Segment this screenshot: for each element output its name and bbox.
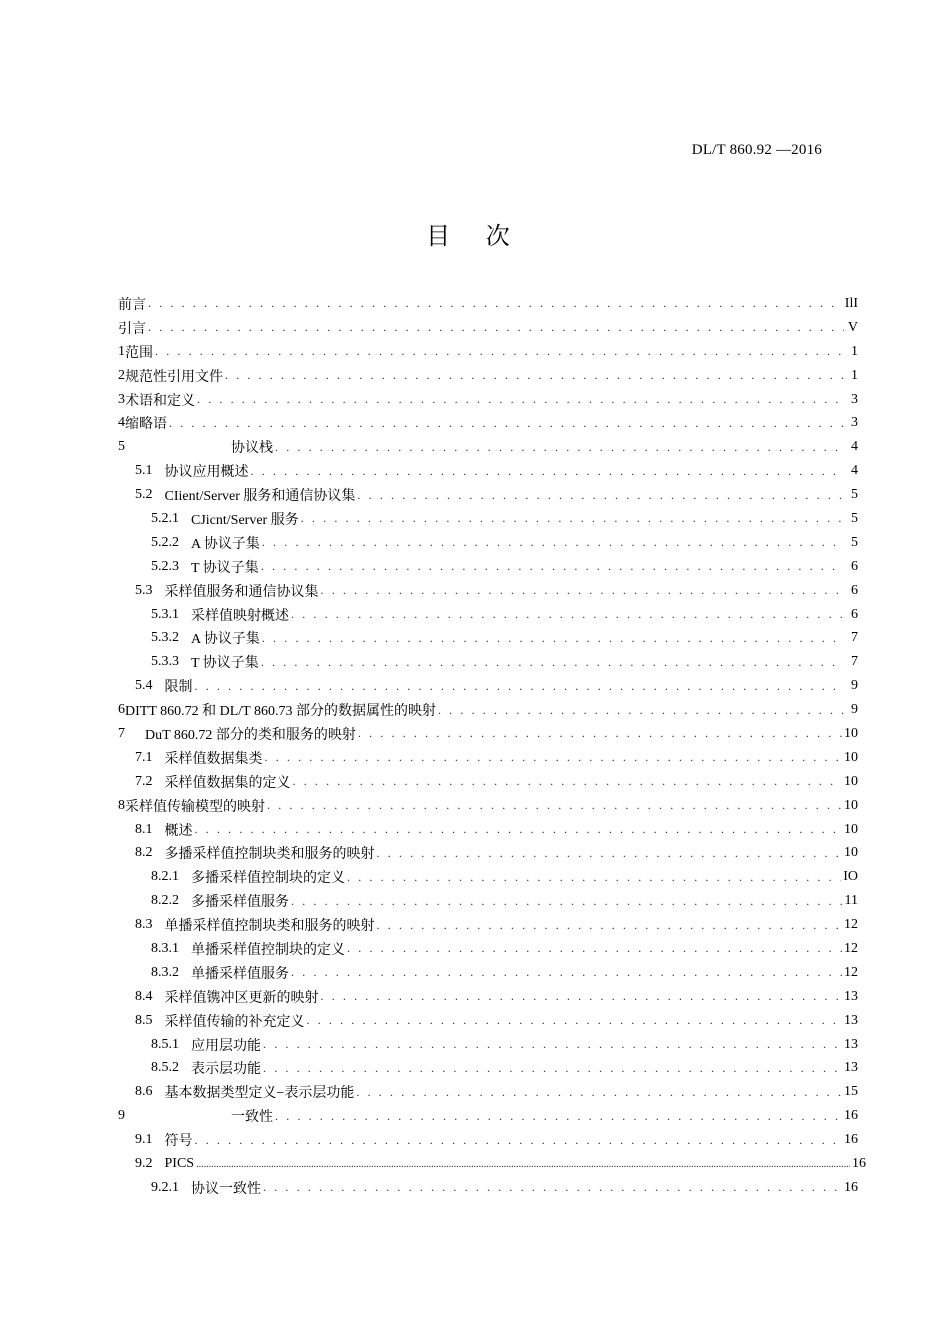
toc-entry-title: 采样值传输模型的映射 <box>125 799 265 815</box>
toc-entry[interactable] <box>118 961 858 985</box>
toc-entry-title: T 协议子集 <box>191 656 259 672</box>
toc-entry-title: 表示层功能 <box>191 1062 261 1078</box>
toc-entry-page: 5 <box>851 534 858 550</box>
toc-entry-leader-dots <box>275 1109 842 1124</box>
toc-entry-page: 13 <box>844 1060 858 1076</box>
toc-entry-page: 13 <box>844 1036 858 1052</box>
toc-entry-number: 8.5.2 <box>151 1060 179 1076</box>
toc-entry-title: DuT 860.72 部分的类和服务的映射 <box>145 727 356 743</box>
toc-entry-number: 8.2.2 <box>151 893 179 909</box>
toc-entry-page: 11 <box>844 893 858 909</box>
toc-entry-number: 8.5 <box>135 1012 153 1028</box>
toc-entry-page: 13 <box>844 1012 858 1028</box>
toc-entry-number: 9 <box>118 1108 125 1124</box>
toc-entry-number: 5.2.3 <box>151 558 179 574</box>
toc-entry-page: 1 <box>851 343 858 359</box>
toc-entry-number: 9.2 <box>135 1156 153 1171</box>
toc-entry-title: 多播采样值控制块的定义 <box>191 871 345 887</box>
toc-entry-leader-dots <box>347 870 841 885</box>
toc-entry-number: 8.2.1 <box>151 869 179 885</box>
toc-entry-leader-dots <box>438 703 844 718</box>
toc-entry-number: 5.3 <box>135 582 153 598</box>
page-title: 目 次 <box>426 222 524 250</box>
toc-entry-number: 5.2.2 <box>151 534 179 550</box>
toc-entry-number: 4 <box>118 415 125 431</box>
toc-entry-leader-dots <box>225 368 844 383</box>
table-of-contents <box>118 292 866 1200</box>
toc-entry-page: 16 <box>852 1156 866 1171</box>
toc-entry-leader-dots <box>358 726 842 741</box>
toc-entry-title: 采样值传输的补充定义 <box>164 1014 305 1030</box>
toc-entry[interactable] <box>118 507 858 531</box>
toc-entry[interactable] <box>118 1080 858 1104</box>
toc-entry-leader-dots <box>301 511 844 526</box>
toc-entry-number: 5.2.1 <box>151 510 179 526</box>
toc-entry-leader-dots <box>148 320 844 335</box>
toc-entry[interactable] <box>118 1104 858 1128</box>
toc-entry[interactable] <box>118 1128 858 1152</box>
toc-entry-page: 12 <box>844 940 858 956</box>
toc-entry-page: 10 <box>844 845 858 861</box>
toc-entry-leader-dots <box>263 1037 842 1052</box>
toc-entry-leader-dots <box>195 1133 843 1148</box>
toc-entry[interactable] <box>118 579 858 603</box>
toc-entry-leader-dots <box>196 1159 850 1170</box>
toc-entry-page: 10 <box>844 749 858 765</box>
toc-entry-leader-dots <box>291 607 844 622</box>
toc-entry-leader-dots <box>262 535 844 550</box>
toc-entry-leader-dots <box>263 1180 842 1195</box>
toc-entry[interactable] <box>118 841 858 865</box>
toc-entry-number: 8.3.2 <box>151 964 179 980</box>
toc-entry-title: PICS <box>164 1156 195 1171</box>
toc-entry-title: 多播采样值服务 <box>191 895 289 911</box>
toc-entry-page: 6 <box>851 606 858 622</box>
toc-entry-page: 7 <box>851 630 858 646</box>
toc-entry-title: A 协议子集 <box>191 536 260 552</box>
toc-entry-title: 采样值数据集的定义 <box>164 775 291 791</box>
toc-entry-title: 术语和定义 <box>125 393 195 409</box>
toc-entry-title: 范围 <box>125 345 153 361</box>
toc-entry-title: 符号 <box>164 1134 193 1150</box>
toc-entry-number: 5.4 <box>135 678 153 694</box>
toc-entry[interactable] <box>118 626 858 650</box>
toc-entry-leader-dots <box>321 989 843 1004</box>
toc-entry[interactable] <box>118 698 858 722</box>
toc-entry-leader-dots <box>262 631 844 646</box>
toc-entry-page: 12 <box>844 964 858 980</box>
toc-entry[interactable] <box>118 770 858 794</box>
toc-entry[interactable] <box>118 531 858 555</box>
toc-entry-page: 5 <box>851 510 858 526</box>
toc-entry-title: DITT 860.72 和 DL/T 860.73 部分的数据属性的映射 <box>125 704 436 720</box>
toc-entry-leader-dots <box>261 655 844 670</box>
toc-entry[interactable] <box>118 316 858 340</box>
toc-entry-number: 8 <box>118 797 125 813</box>
toc-entry[interactable] <box>118 411 858 435</box>
toc-entry-page: 10 <box>844 797 858 813</box>
toc-entry-title: 协议一致性 <box>191 1181 261 1197</box>
toc-entry-page: V <box>847 319 858 335</box>
toc-entry[interactable] <box>118 674 858 698</box>
toc-entry-number: 7.1 <box>135 749 153 765</box>
toc-entry-title: 协议栈 <box>231 441 273 457</box>
toc-entry-number: 1 <box>118 343 125 359</box>
toc-entry[interactable] <box>118 746 858 770</box>
toc-entry[interactable] <box>118 865 858 889</box>
toc-entry[interactable] <box>118 603 858 627</box>
toc-entry-title: 一致性 <box>231 1110 273 1126</box>
toc-entry-page: 5 <box>851 487 858 503</box>
toc-entry-number: 8.1 <box>135 821 153 837</box>
toc-entry-page: 6 <box>851 558 858 574</box>
toc-entry-leader-dots <box>377 846 843 861</box>
toc-entry-page: IO <box>843 869 858 885</box>
toc-entry-page: 10 <box>844 821 858 837</box>
toc-entry-page: IlI <box>844 295 858 311</box>
toc-entry[interactable] <box>118 555 858 579</box>
toc-entry-title: A 协议子集 <box>191 632 260 648</box>
toc-entry-page: 12 <box>844 917 858 933</box>
toc-entry-number: 8.3.1 <box>151 940 179 956</box>
toc-entry[interactable] <box>118 794 858 818</box>
toc-entry[interactable] <box>118 889 858 913</box>
toc-entry[interactable] <box>118 388 858 412</box>
toc-entry-leader-dots <box>263 1061 842 1076</box>
toc-entry-title: 单播采样值控制块的定义 <box>191 942 345 958</box>
toc-entry-title: 缩略语 <box>125 417 167 433</box>
toc-entry-page: 6 <box>851 582 858 598</box>
toc-entry-leader-dots <box>195 679 845 694</box>
toc-entry-title: 采样值服务和通信协议集 <box>164 584 319 600</box>
toc-entry-leader-dots <box>307 1013 843 1028</box>
toc-entry-leader-dots <box>356 1085 842 1100</box>
toc-entry-number: 5.3.1 <box>151 606 179 622</box>
toc-entry-leader-dots <box>155 344 844 359</box>
toc-entry-title: 前言 <box>118 297 146 313</box>
toc-entry-leader-dots <box>267 798 842 813</box>
toc-entry-page: 4 <box>851 463 858 479</box>
toc-entry-number: 3 <box>118 391 125 407</box>
toc-entry[interactable] <box>118 1033 858 1057</box>
toc-entry-number: 7.2 <box>135 773 153 789</box>
toc-entry-number: 5.1 <box>135 463 153 479</box>
toc-entry-title: CJicnt/Server 服务 <box>191 512 299 528</box>
toc-entry-page: 9 <box>851 702 858 718</box>
toc-entry[interactable] <box>118 937 858 961</box>
toc-entry-title: 采样值映射概述 <box>191 608 289 624</box>
toc-entry-number: 7 <box>118 725 125 741</box>
toc-entry[interactable] <box>118 340 858 364</box>
toc-entry[interactable] <box>118 364 858 388</box>
toc-entry-number: 8.3 <box>135 917 153 933</box>
toc-entry-number: 2 <box>118 367 125 383</box>
toc-entry-leader-dots <box>195 822 843 837</box>
toc-entry-page: 1 <box>851 367 858 383</box>
toc-entry-page: 3 <box>851 415 858 431</box>
toc-entry-number: 5.2 <box>135 487 153 503</box>
toc-entry-page: 13 <box>844 988 858 1004</box>
toc-entry-number: 5 <box>118 439 125 455</box>
toc-entry-title: 单播采样值服务 <box>191 966 289 982</box>
toc-entry-title: 单播采样值控制块类和服务的映射 <box>164 919 375 935</box>
toc-entry[interactable] <box>118 818 858 842</box>
toc-entry-page: 9 <box>851 678 858 694</box>
toc-entry-number: 9.1 <box>135 1132 153 1148</box>
toc-entry-title: 采样值镌冲区更新的映射 <box>164 990 319 1006</box>
toc-entry-leader-dots <box>377 918 843 933</box>
toc-entry-title: 多播采样值控制块类和服务的映射 <box>164 847 375 863</box>
toc-entry-page: 16 <box>844 1132 858 1148</box>
toc-entry-number: 5.3.2 <box>151 630 179 646</box>
toc-entry-leader-dots <box>169 416 844 431</box>
toc-entry-page: 3 <box>851 391 858 407</box>
toc-entry-title: CIient/Server 服务和通信协议集 <box>164 489 356 505</box>
toc-entry-title: 基本数据类型定义−表示层功能 <box>164 1086 355 1102</box>
toc-entry[interactable] <box>118 292 858 316</box>
toc-entry-leader-dots <box>275 440 844 455</box>
toc-entry[interactable] <box>118 1176 858 1200</box>
toc-entry[interactable] <box>118 459 858 483</box>
toc-entry-title: 概述 <box>164 823 193 839</box>
toc-entry-leader-dots <box>321 583 845 598</box>
toc-entry[interactable] <box>118 483 858 507</box>
toc-entry-title: 采样值数据集类 <box>164 751 263 767</box>
toc-entry-number: 8.5.1 <box>151 1036 179 1052</box>
toc-entry-page: 15 <box>844 1084 858 1100</box>
toc-entry[interactable] <box>118 913 858 937</box>
toc-entry-leader-dots <box>293 774 843 789</box>
toc-entry-leader-dots <box>265 750 843 765</box>
toc-entry-leader-dots <box>291 965 842 980</box>
toc-entry[interactable] <box>118 1057 858 1081</box>
toc-entry-number: 9.2.1 <box>151 1179 179 1195</box>
toc-entry[interactable] <box>118 1009 858 1033</box>
toc-entry[interactable] <box>118 722 858 746</box>
toc-entry-leader-dots <box>291 894 843 909</box>
toc-entry-page: 16 <box>844 1179 858 1195</box>
toc-entry[interactable] <box>118 650 858 674</box>
toc-entry-leader-dots <box>357 488 844 503</box>
toc-entry-title: 规范性引用文件 <box>125 369 223 385</box>
toc-entry-number: 5.3.3 <box>151 654 179 670</box>
standard-number: DL/T 860.92 —2016 <box>691 142 822 158</box>
toc-entry-leader-dots <box>251 464 845 479</box>
toc-entry[interactable] <box>118 985 858 1009</box>
toc-entry-title: 应用层功能 <box>191 1038 261 1054</box>
toc-entry-page: 10 <box>844 773 858 789</box>
toc-entry-title: T 协议子集 <box>191 560 259 576</box>
toc-entry-leader-dots <box>197 392 844 407</box>
toc-entry[interactable] <box>118 1152 866 1176</box>
toc-entry-page: 4 <box>851 439 858 455</box>
toc-entry-number: 6 <box>118 702 125 718</box>
toc-entry-leader-dots <box>347 941 842 956</box>
toc-entry-leader-dots <box>148 296 843 311</box>
toc-entry-title: 协议应用概述 <box>164 465 249 481</box>
toc-entry-page: 7 <box>851 654 858 670</box>
toc-entry-number: 8.2 <box>135 845 153 861</box>
toc-entry-number: 8.6 <box>135 1084 153 1100</box>
toc-entry-page: 10 <box>844 725 858 741</box>
toc-entry-title: 限制 <box>164 680 193 696</box>
toc-entry-title: 引言 <box>118 321 146 337</box>
toc-entry-number: 8.4 <box>135 988 153 1004</box>
toc-entry-page: 16 <box>844 1108 858 1124</box>
toc-entry-leader-dots <box>261 559 844 574</box>
toc-entry[interactable] <box>118 435 858 459</box>
